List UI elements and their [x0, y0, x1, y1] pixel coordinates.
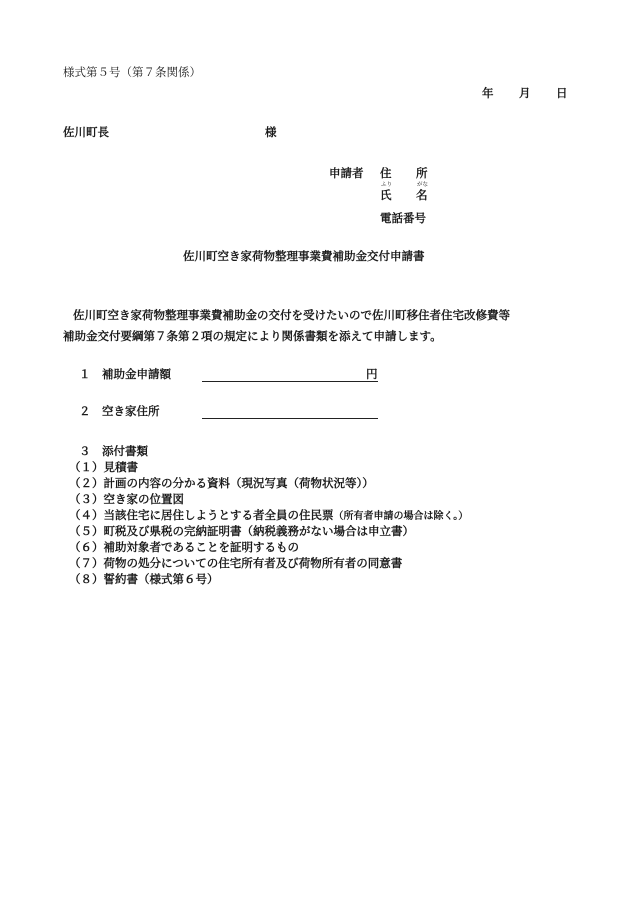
body-text-line-1: 佐川町空き家荷物整理事業費補助金の交付を受けたいので佐川町移住者住宅改修費等 — [73, 308, 510, 322]
address-underline[interactable] — [202, 418, 378, 419]
amount-label: １ 補助金申請額 — [79, 367, 171, 381]
document-title: 佐川町空き家荷物整理事業費補助金交付申請書 — [183, 249, 425, 263]
body-text-line-2: 補助金交付要綱第７条第２項の規定により関係書類を添えて申請します。 — [63, 329, 442, 343]
addressee-name: 佐川町長 — [63, 125, 109, 139]
amount-underline[interactable] — [202, 381, 378, 382]
attachment-item: （３）空き家の位置図 — [69, 492, 184, 506]
address-field-label: ２ 空き家住所 — [79, 404, 160, 418]
attachment-item-note: （所有者申請の場合は除く。） — [333, 511, 469, 522]
attachment-item: （６）補助対象者であることを証明するもの — [69, 540, 299, 554]
attachment-item-text: （４）当該住宅に居住しようとする者全員の住民票 — [69, 508, 334, 522]
applicant-label: 申請者 — [329, 166, 364, 180]
attachments-heading: ３ 添付書類 — [79, 444, 148, 458]
amount-unit: 円 — [366, 367, 378, 381]
date-month: 月 — [519, 86, 531, 100]
name-ruby-2: がな — [417, 182, 429, 188]
attachment-item: （８）誓約書（様式第６号） — [69, 572, 219, 586]
date-year: 年 — [482, 86, 494, 100]
name-label-2: 名 — [416, 188, 428, 202]
phone-label: 電話番号 — [380, 211, 426, 225]
address-label-2: 所 — [416, 166, 428, 180]
attachment-item: （２）計画の内容の分かる資料（現況写真（荷物状況等）） — [69, 476, 374, 490]
form-number: 様式第５号（第７条関係） — [63, 65, 201, 79]
attachment-item: （７）荷物の処分についての住宅所有者及び荷物所有者の同意書 — [69, 556, 403, 570]
date-day: 日 — [556, 86, 568, 100]
name-label-1: 氏 — [380, 188, 392, 202]
address-label-1: 住 — [380, 166, 392, 180]
addressee-honorific: 様 — [265, 125, 277, 139]
attachment-item — [69, 508, 468, 524]
name-ruby-1: ふり — [381, 182, 393, 188]
attachment-item: （５）町税及び県税の完納証明書（納税義務がない場合は申立書） — [69, 524, 414, 538]
attachment-item: （１）見積書 — [69, 460, 138, 474]
